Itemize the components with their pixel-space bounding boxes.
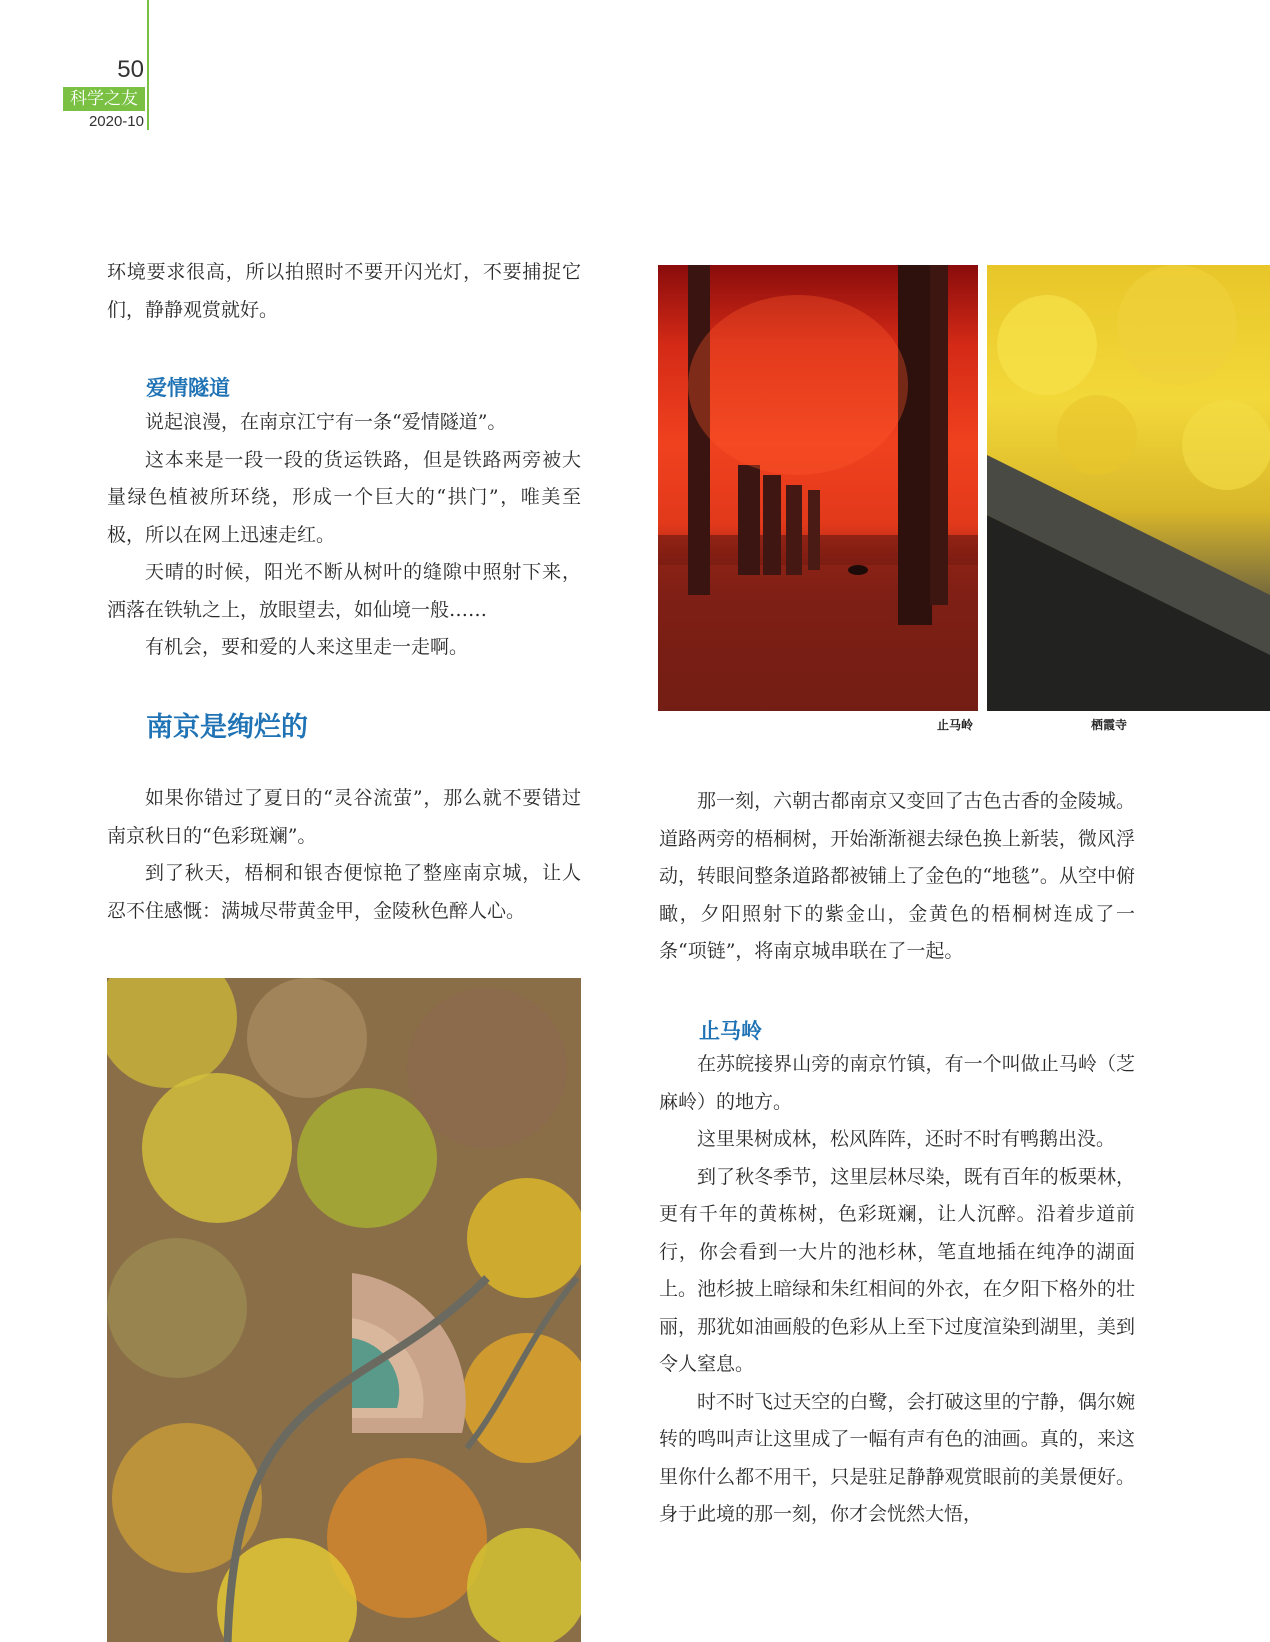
magazine-name: 科学之友 — [63, 87, 145, 111]
paragraph: 有机会，要和爱的人来这里走一走啊。 — [145, 636, 469, 658]
ginkgo-roof-illustration — [987, 265, 1270, 711]
section-title-colorful-nanjing: 南京是绚烂的 — [146, 712, 308, 743]
love-tunnel-body — [107, 404, 581, 667]
qixia-temple-photo — [987, 265, 1270, 711]
red-forest-illustration — [658, 265, 978, 711]
zhimaling-body — [659, 1046, 1135, 1534]
paragraph: 如果你错过了夏日的“灵谷流萤”，那么就不要错过南京秋日的“色彩斑斓”。 — [107, 787, 581, 847]
photo-caption-zhimaling: 止马岭 — [937, 718, 974, 732]
paragraph: 那一刻，六朝古都南京又变回了古色古香的金陵城。道路两旁的梧桐树，开始渐渐褪去绿色换上新装，微风浮动，转眼间整条道路都被铺上了金色的“地毯”。从空中俯瞰，夕阳照射下的紫金山，金黄色的梧桐树连成了一条“项链”，将南京城串联在了一起。 — [659, 790, 1135, 962]
aerial-forest-illustration — [107, 978, 581, 1642]
golden-city-body — [659, 783, 1135, 971]
page-number: 50 — [117, 56, 144, 83]
issue-date: 2020-10 — [88, 113, 144, 130]
continued-paragraph — [107, 254, 581, 329]
paragraph: 时不时飞过天空的白鹭，会打破这里的宁静，偶尔婉转的鸣叫声让这里成了一幅有声有色的油画。真的，来这里你什么都不用干，只是驻足静静观赏眼前的美景便好。身于此境的那一刻，你才会恍然大悟， — [659, 1390, 1135, 1525]
paragraph: 这里果树成林，松风阵阵，还时不时有鸭鹅出没。 — [697, 1128, 1116, 1150]
header-divider — [147, 0, 149, 130]
section-title-zhimaling: 止马岭 — [699, 1019, 762, 1043]
section-title-love-tunnel: 爱情隧道 — [146, 376, 230, 400]
paragraph: 说起浪漫，在南京江宁有一条“爱情隧道”。 — [145, 411, 507, 433]
aerial-amphitheater-photo — [107, 978, 581, 1642]
paragraph: 在苏皖接界山旁的南京竹镇，有一个叫做止马岭（芝麻岭）的地方。 — [659, 1053, 1135, 1113]
zhimaling-photo — [658, 265, 978, 711]
paragraph: 到了秋天，梧桐和银杏便惊艳了整座南京城，让人忍不住感慨：满城尽带黄金甲，金陵秋色醉人心。 — [107, 862, 581, 922]
paragraph: 这本来是一段一段的货运铁路，但是铁路两旁被大量绿色植被所环绕，形成一个巨大的“拱门”，唯美至极，所以在网上迅速走红。 — [107, 448, 581, 546]
paragraph: 天晴的时候，阳光不断从树叶的缝隙中照射下来，洒落在铁轨之上，放眼望去，如仙境一般…… — [107, 561, 581, 621]
colorful-nanjing-body — [107, 780, 581, 930]
paragraph: 到了秋冬季节，这里层林尽染，既有百年的板栗林，更有千年的黄栋树，色彩斑斓，让人沉醉。沿着步道前行，你会看到一大片的池杉林，笔直地插在纯净的湖面上。池杉披上暗绿和朱红相间的外衣，在夕阳下格外的壮丽，那犹如油画般的色彩从上至下过度渲染到湖里，美到令人窒息。 — [659, 1165, 1135, 1375]
paragraph: 环境要求很高，所以拍照时不要开闪光灯，不要捕捉它们，静静观赏就好。 — [107, 261, 581, 321]
photo-caption-qixia-temple: 栖霞寺 — [1091, 718, 1128, 732]
